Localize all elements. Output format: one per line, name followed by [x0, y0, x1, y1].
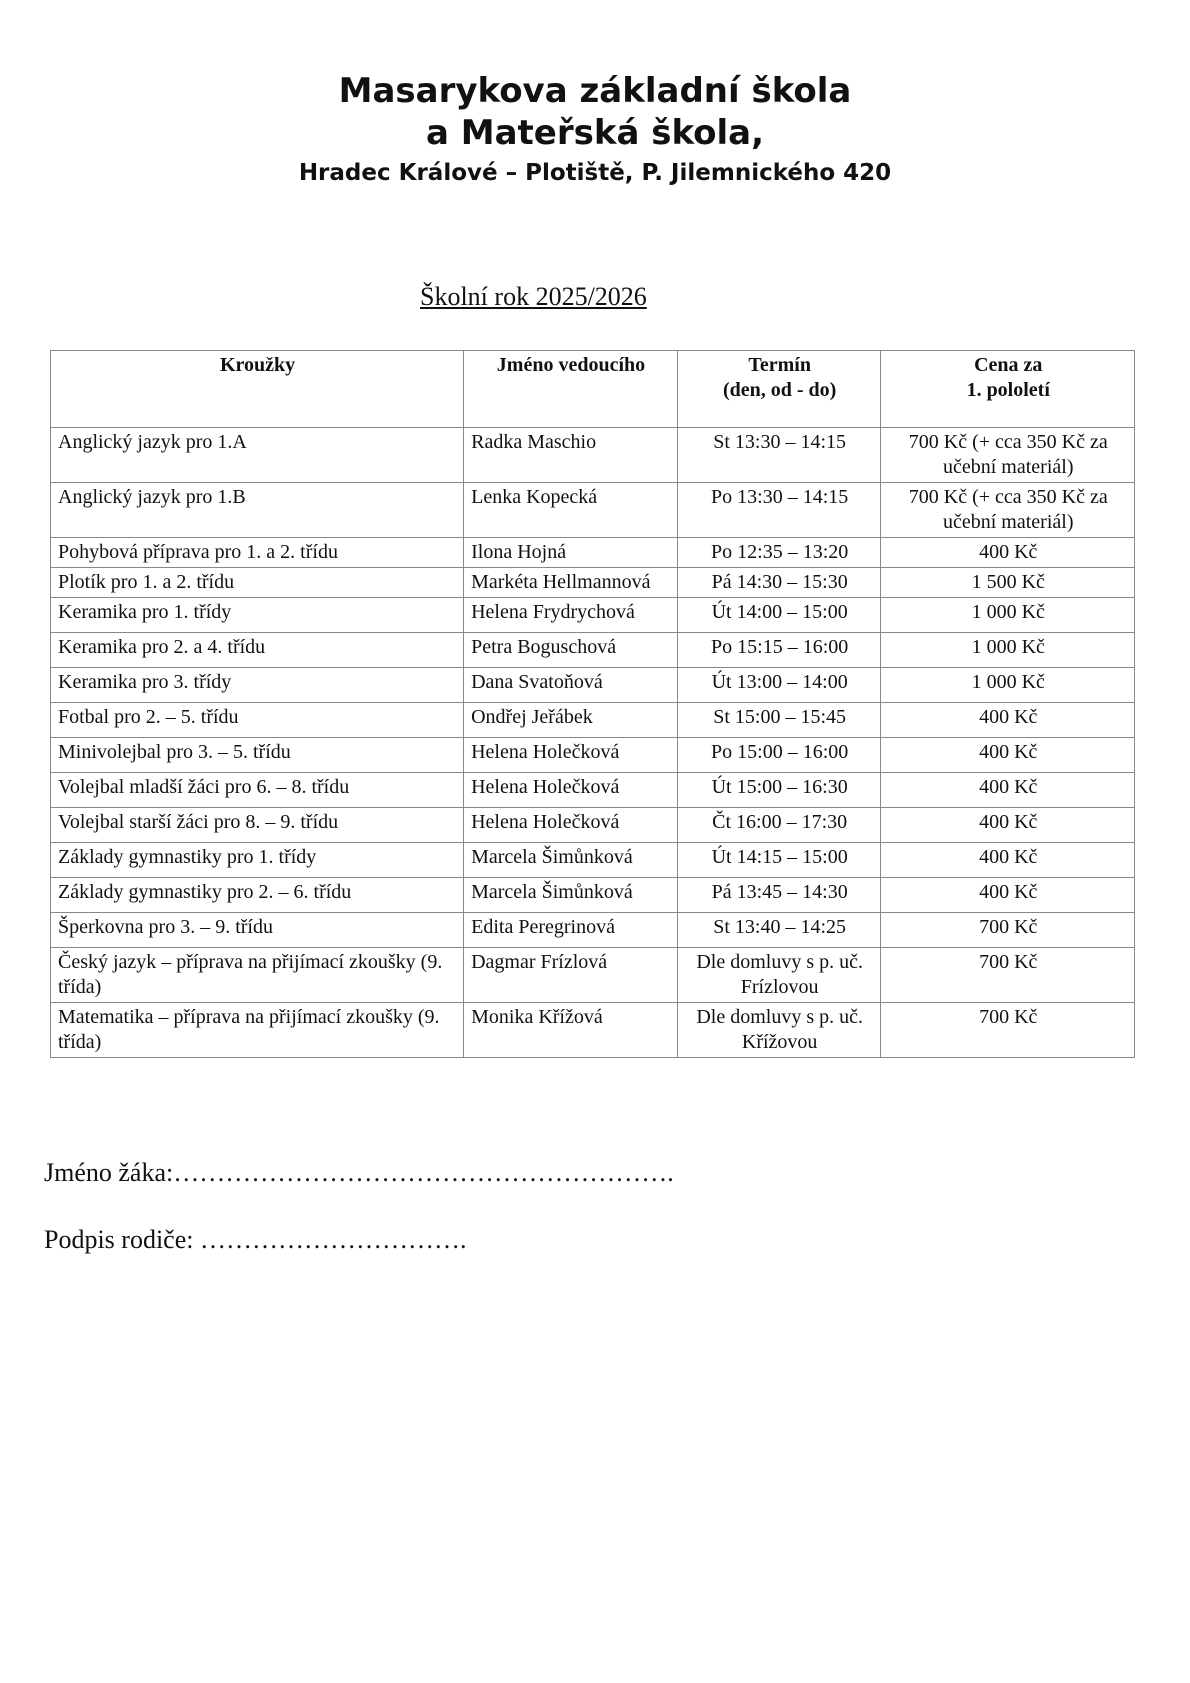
club-time: Dle domluvy s p. uč. Křížovou	[677, 1003, 881, 1058]
table-row	[51, 538, 1135, 568]
club-time: Út 14:15 – 15:00	[677, 843, 881, 878]
club-name: Volejbal mladší žáci pro 6. – 8. třídu	[51, 773, 464, 808]
club-leader: Lenka Kopecká	[464, 483, 678, 538]
club-leader: Dagmar Frízlová	[464, 948, 678, 1003]
club-price: 700 Kč	[881, 1003, 1135, 1058]
header-price-line1: Cena za	[974, 354, 1043, 376]
table-row	[51, 773, 1135, 808]
club-leader: Ondřej Jeřábek	[464, 703, 678, 738]
club-time: Čt 16:00 – 17:30	[677, 808, 881, 843]
club-name: Volejbal starší žáci pro 8. – 9. třídu	[51, 808, 464, 843]
club-time: St 13:40 – 14:25	[677, 913, 881, 948]
club-leader: Helena Frydrychová	[464, 598, 678, 633]
header-price-line2: 1. pololetí	[966, 379, 1050, 401]
school-name-line1: Masarykova základní škola	[338, 71, 852, 111]
club-price: 1 000 Kč	[881, 668, 1135, 703]
club-time: Dle domluvy s p. uč. Frízlovou	[677, 948, 881, 1003]
club-name: Minivolejbal pro 3. – 5. třídu	[51, 738, 464, 773]
club-time: Út 15:00 – 16:30	[677, 773, 881, 808]
clubs-table	[50, 350, 1135, 1058]
table-row	[51, 633, 1135, 668]
club-time: Út 14:00 – 15:00	[677, 598, 881, 633]
header-price	[881, 351, 1135, 428]
club-time: St 13:30 – 14:15	[677, 428, 881, 483]
header-leader: Jméno vedoucího	[464, 351, 678, 428]
table-row	[51, 428, 1135, 483]
club-name: Fotbal pro 2. – 5. třídu	[51, 703, 464, 738]
club-leader: Monika Křížová	[464, 1003, 678, 1058]
header-schedule-line2: (den, od - do)	[722, 379, 837, 401]
club-leader: Dana Svatoňová	[464, 668, 678, 703]
club-price: 400 Kč	[881, 773, 1135, 808]
table-row	[51, 948, 1135, 1003]
school-year: Školní rok 2025/2026	[420, 282, 647, 311]
parent-signature-line: Podpis rodiče: ………………………….	[44, 1225, 467, 1254]
table-row	[51, 913, 1135, 948]
document-header	[0, 70, 1190, 190]
club-name: Keramika pro 1. třídy	[51, 598, 464, 633]
student-name-line: Jméno žáka:………………………………………………….	[44, 1158, 674, 1187]
club-name: Matematika – příprava na přijímací zkoušky (9. třída)	[51, 1003, 464, 1058]
club-time: Po 15:15 – 16:00	[677, 633, 881, 668]
club-name: Český jazyk – příprava na přijímací zkoušky (9. třída)	[51, 948, 464, 1003]
club-time: Pá 14:30 – 15:30	[677, 568, 881, 598]
club-leader: Helena Holečková	[464, 773, 678, 808]
club-price: 1 500 Kč	[881, 568, 1135, 598]
table-row	[51, 843, 1135, 878]
club-price: 400 Kč	[881, 703, 1135, 738]
club-price: 700 Kč	[881, 913, 1135, 948]
club-leader: Ilona Hojná	[464, 538, 678, 568]
table-row	[51, 808, 1135, 843]
table-row	[51, 878, 1135, 913]
club-leader: Helena Holečková	[464, 808, 678, 843]
club-price: 700 Kč	[881, 948, 1135, 1003]
club-price: 700 Kč (+ cca 350 Kč za učební materiál)	[881, 483, 1135, 538]
club-time: Po 12:35 – 13:20	[677, 538, 881, 568]
header-schedule	[677, 351, 881, 428]
club-time: Pá 13:45 – 14:30	[677, 878, 881, 913]
club-leader: Markéta Hellmannová	[464, 568, 678, 598]
table-row	[51, 738, 1135, 773]
table-row	[51, 598, 1135, 633]
club-name: Základy gymnastiky pro 1. třídy	[51, 843, 464, 878]
header-schedule-line1: Termín	[748, 354, 811, 376]
table-row	[51, 1003, 1135, 1058]
club-time: St 15:00 – 15:45	[677, 703, 881, 738]
club-name: Šperkovna pro 3. – 9. třídu	[51, 913, 464, 948]
club-name: Keramika pro 3. třídy	[51, 668, 464, 703]
club-name: Základy gymnastiky pro 2. – 6. třídu	[51, 878, 464, 913]
school-name-line2: a Mateřská škola,	[425, 113, 765, 153]
club-price: 400 Kč	[881, 878, 1135, 913]
school-address: Hradec Králové – Plotiště, P. Jilemnického 420	[298, 160, 892, 186]
club-price: 1 000 Kč	[881, 633, 1135, 668]
club-time: Po 13:30 – 14:15	[677, 483, 881, 538]
club-name: Keramika pro 2. a 4. třídu	[51, 633, 464, 668]
club-leader: Radka Maschio	[464, 428, 678, 483]
table-header-row	[51, 351, 1135, 428]
club-time: Po 15:00 – 16:00	[677, 738, 881, 773]
club-price: 400 Kč	[881, 843, 1135, 878]
club-price: 400 Kč	[881, 538, 1135, 568]
club-name: Anglický jazyk pro 1.A	[51, 428, 464, 483]
table-row	[51, 568, 1135, 598]
club-price: 400 Kč	[881, 738, 1135, 773]
header-clubs: Kroužky	[51, 351, 464, 428]
club-name: Pohybová příprava pro 1. a 2. třídu	[51, 538, 464, 568]
club-price: 700 Kč (+ cca 350 Kč za učební materiál)	[881, 428, 1135, 483]
club-name: Plotík pro 1. a 2. třídu	[51, 568, 464, 598]
club-price: 400 Kč	[881, 808, 1135, 843]
table-row	[51, 703, 1135, 738]
club-leader: Helena Holečková	[464, 738, 678, 773]
table-row	[51, 483, 1135, 538]
club-leader: Edita Peregrinová	[464, 913, 678, 948]
club-leader: Marcela Šimůnková	[464, 878, 678, 913]
club-leader: Marcela Šimůnková	[464, 843, 678, 878]
club-price: 1 000 Kč	[881, 598, 1135, 633]
table-row	[51, 668, 1135, 703]
club-time: Út 13:00 – 14:00	[677, 668, 881, 703]
club-leader: Petra Boguschová	[464, 633, 678, 668]
club-name: Anglický jazyk pro 1.B	[51, 483, 464, 538]
